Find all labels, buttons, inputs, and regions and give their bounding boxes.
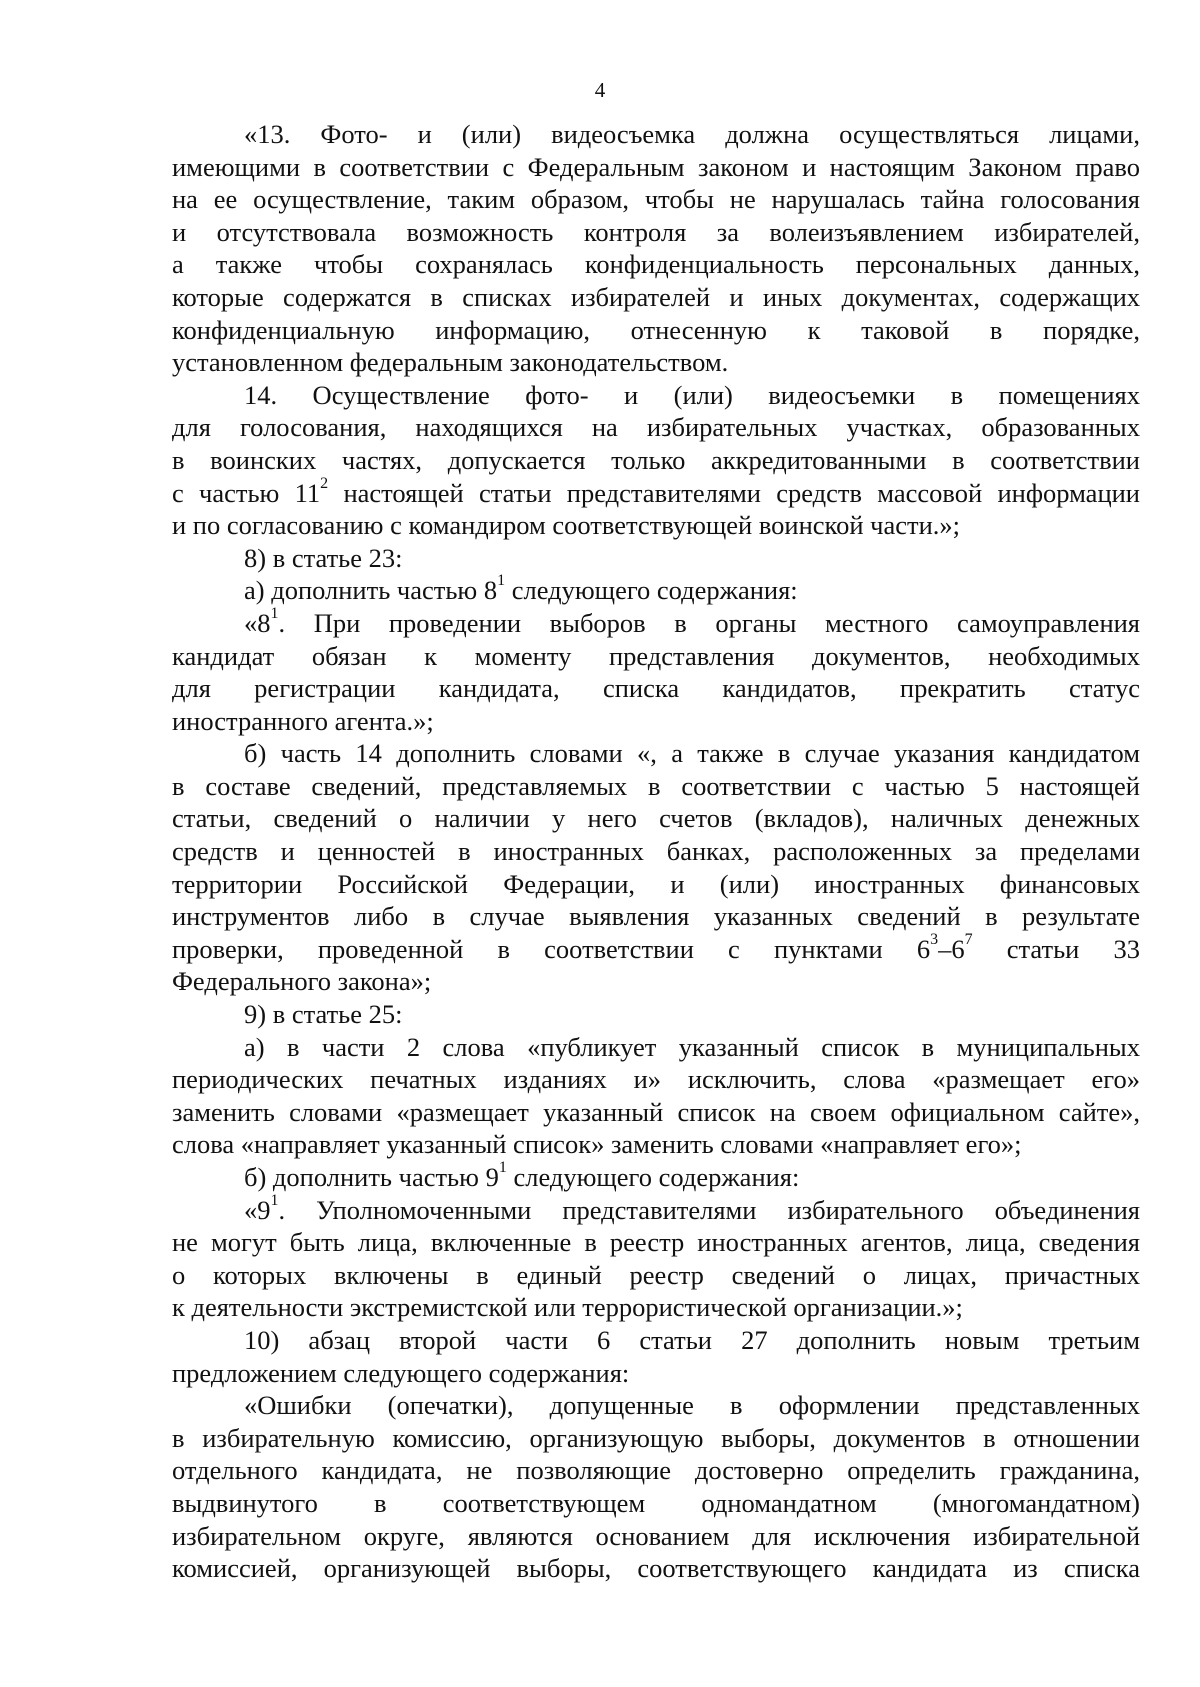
text-line: [172, 1161, 1140, 1194]
item-8-b: [172, 737, 1140, 998]
superscript: 1: [498, 1159, 507, 1177]
text-line: средств и ценностей в иностранных банках, расположенных за пределами: [172, 836, 1140, 867]
text-line: а также чтобы сохранялась конфиденциальность персональных данных,: [172, 249, 1140, 280]
text-run: –6: [938, 933, 965, 964]
text-line: 9) в статье 25:: [244, 999, 403, 1030]
item-9-b: [172, 1161, 1140, 1194]
text-line: выдвинутого в соответствующем одномандатном (многомандатном): [172, 1487, 1140, 1518]
text-line: [172, 607, 1140, 640]
text-line: на ее осуществление, таким образом, чтобы не нарушалась тайна голосования: [172, 184, 1140, 215]
item-8-a: [172, 574, 1140, 607]
paragraph-14: [172, 379, 1140, 542]
text-line: статьи, сведений о наличии у него счетов (вкладов), наличных денежных: [172, 803, 1140, 834]
text-line: установленном федеральным законодательством.: [172, 347, 729, 378]
text-run: статьи 33: [972, 933, 1140, 964]
text-run: «8: [244, 607, 271, 638]
text-line: [172, 474, 1140, 510]
text-line: к деятельности экстремистской или террористической организации.»;: [172, 1292, 963, 1323]
text-line: отдельного кандидата, не позволяющие достоверно определить гражданина,: [172, 1455, 1140, 1486]
paragraph-8-1: [172, 607, 1140, 737]
text-run: с частью 11: [172, 477, 321, 508]
text-line: конфиденциальную информацию, отнесенную к таковой в порядке,: [172, 314, 1140, 345]
text-line: Федерального закона»;: [172, 966, 432, 997]
superscript: 2: [320, 474, 329, 492]
text-line: периодических печатных изданиях и» исключить, слова «размещает его»: [172, 1064, 1140, 1095]
text-line: слова «направляет указанный список» заменить словами «направляет его»;: [172, 1129, 1022, 1160]
text-line: иностранного агента.»;: [172, 705, 434, 736]
text-line: «Ошибки (опечатки), допущенные в оформлении представленных: [244, 1390, 1140, 1421]
page-number: 4: [594, 78, 606, 102]
superscript: 1: [270, 605, 279, 623]
text-line: инструментов либо в случае выявления указанных сведений в результате: [172, 901, 1140, 932]
text-run: . При проведении выборов в органы местного самоуправления: [278, 607, 1140, 638]
text-line: избирательном округе, являются основанием для исключения избирательной: [172, 1520, 1140, 1551]
item-9: [172, 998, 1140, 1031]
text-line: комиссией, организующей выборы, соответствующего кандидата из списка: [172, 1553, 1140, 1584]
text-line: в составе сведений, представляемых в соответствии с частью 5 настоящей: [172, 770, 1140, 801]
text-line: для регистрации кандидата, списка кандидатов, прекратить статус: [172, 673, 1140, 704]
text-line: [172, 574, 1140, 607]
text-line: и отсутствовала возможность контроля за волеизъявлением избирателей,: [172, 216, 1140, 247]
text-line: и по согласованию с командиром соответствующей воинской части.»;: [172, 510, 960, 541]
text-line: 10) абзац второй части 6 статьи 27 дополнить новым третьим: [244, 1324, 1140, 1355]
text-line: о которых включены в единый реестр сведений о лицах, причастных: [172, 1259, 1140, 1290]
paragraph-errors: [172, 1389, 1140, 1585]
text-line: территории Российской Федерации, и (или) иностранных финансовых: [172, 868, 1140, 899]
item-8: [172, 542, 1140, 575]
text-run: следующего содержания:: [505, 575, 798, 606]
item-9-a: [172, 1031, 1140, 1161]
superscript: 1: [497, 572, 506, 590]
text-line: которые содержатся в списках избирателей и иных документах, содержащих: [172, 281, 1140, 312]
item-10: [172, 1324, 1140, 1389]
text-line: в избирательную комиссию, организующую выборы, документов в отношении: [172, 1422, 1140, 1453]
text-run: проверки, проведенной в соответствии с пунктами 6: [172, 933, 931, 964]
text-line: кандидат обязан к моменту представления документов, необходимых: [172, 640, 1140, 671]
superscript: 1: [270, 1191, 279, 1209]
text-run: настоящей статьи представителями средств массовой информации: [328, 477, 1140, 508]
text-line: для голосования, находящихся на избирательных участках, образованных: [172, 412, 1140, 443]
text-run: . Уполномоченными представителями избирательного объединения: [278, 1194, 1140, 1225]
text-run: б) дополнить частью 9: [244, 1162, 499, 1192]
text-line: [172, 1191, 1140, 1227]
text-line: предложением следующего содержания:: [172, 1357, 630, 1388]
paragraph-13: [172, 118, 1140, 379]
text-line: а) в части 2 слова «публикует указанный список в муниципальных: [244, 1031, 1140, 1062]
document-body: [172, 118, 1140, 1585]
text-run: а) дополнить частью 8: [244, 575, 498, 606]
paragraph-9-1: [172, 1191, 1140, 1324]
text-line: [172, 933, 1140, 966]
text-line: б) часть 14 дополнить словами «, а также в случае указания кандидатом: [244, 738, 1140, 769]
text-run: следующего содержания:: [506, 1162, 800, 1192]
text-line: 14. Осуществление фото- и (или) видеосъемки в помещениях: [244, 379, 1140, 410]
text-line: в воинских частях, допускается только аккредитованными в соответствии: [172, 444, 1140, 475]
text-run: «9: [244, 1194, 271, 1225]
text-line: не могут быть лица, включенные в реестр иностранных агентов, лица, сведения: [172, 1227, 1140, 1258]
text-line: 8) в статье 23:: [244, 542, 403, 573]
text-line: «13. Фото- и (или) видеосъемка должна осуществляться лицами,: [244, 119, 1140, 149]
text-line: имеющими в соответствии с Федеральным законом и настоящим Законом право: [172, 151, 1140, 182]
text-line: заменить словами «размещает указанный список на своем официальном сайте»,: [172, 1096, 1140, 1127]
superscript: 7: [964, 931, 973, 949]
superscript: 3: [930, 931, 939, 949]
